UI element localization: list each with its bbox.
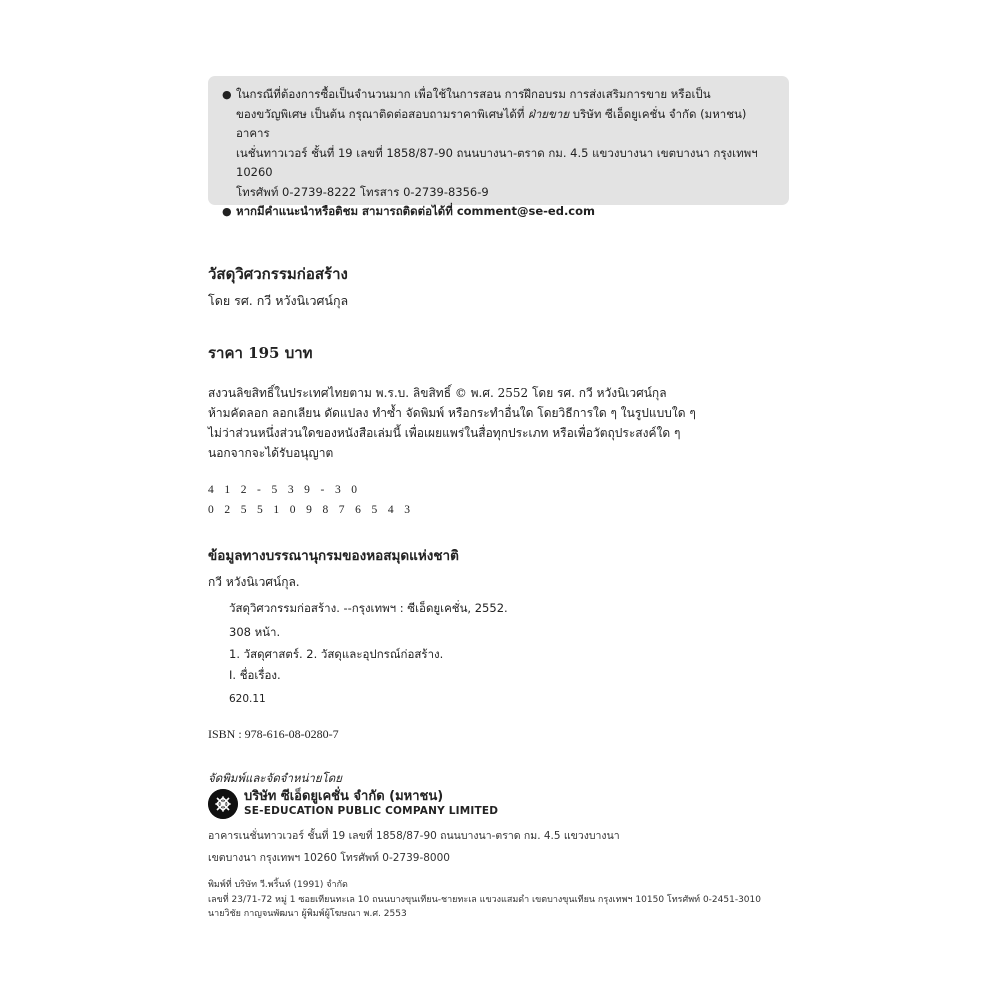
notice-line-4: โทรศัพท์ 0-2739-8222 โทรสาร 0-2739-8356-9 <box>236 184 489 199</box>
copyright-line: ไม่ว่าส่วนหนึ่งส่วนใดของหนังสือเล่มนี้ เพื่อเผยแพร่ในสื่อทุกประเภท หรือเพื่อวัตถุประสงค์ใด ๆ <box>208 426 681 440</box>
published-by-label: จัดพิมพ์และจัดจำหน่ายโดย <box>208 771 343 785</box>
notice-line-2-tail: บริษัท ซีเอ็ดยูเคชั่น จำกัด (มหาชน) อาคาร <box>236 106 747 140</box>
bullet-icon: ● <box>222 88 232 101</box>
printer-name: พิมพ์ที่ บริษัท วี.พริ้นท์ (1991) จำกัด <box>208 880 348 890</box>
catalog-classification: 620.11 <box>229 693 266 705</box>
se-ed-logo-icon <box>208 789 238 819</box>
book-price: ราคา 195 บาท <box>208 344 313 362</box>
feedback-contact: หากมีคำแนะนำหรือติชม สามารถติดต่อได้ที่ comment@se-ed.com <box>236 204 596 218</box>
product-code: 412-539-30 <box>208 484 368 496</box>
copyright-line: นอกจากจะได้รับอนุญาต <box>208 446 334 460</box>
catalog-heading: ข้อมูลทางบรรณานุกรมของหอสมุดแห่งชาติ <box>208 548 459 564</box>
copyright-line: สงวนลิขสิทธิ์ในประเทศไทยตาม พ.ร.บ. ลิขสิทธิ์ © พ.ศ. 2552 โดย รศ. กวี หวังนิเวศน์กุล <box>208 386 667 400</box>
catalog-title-entry: I. ชื่อเรื่อง. <box>229 668 281 682</box>
publisher-names <box>244 789 498 819</box>
notice-line-3: เนชั่นทาวเวอร์ ชั้นที่ 19 เลขที่ 1858/87-90 ถนนบางนา-ตราด กม. 4.5 แขวงบางนา เขตบางนา กรุงเทพฯ 10260 <box>236 145 758 179</box>
isbn: ISBN : 978-616-08-0280-7 <box>208 727 339 741</box>
publisher-name-en: SE-EDUCATION PUBLIC COMPANY LIMITED <box>244 805 499 817</box>
notice-box <box>208 76 789 218</box>
publisher-address-1: อาคารเนชั่นทาวเวอร์ ชั้นที่ 19 เลขที่ 1858/87-90 ถนนบางนา-ตราด กม. 4.5 แขวงบางนา <box>208 830 620 842</box>
copyright-notice <box>208 383 696 463</box>
notice-line-1: ในกรณีที่ต้องการซื้อเป็นจำนวนมาก เพื่อใช้ในการสอน การฝึกอบรม การส่งเสริมการขาย หรือเป็น <box>236 87 711 101</box>
printer-address: เลขที่ 23/71-72 หมู่ 1 ซอยเทียนทะเล 10 ถนนบางขุนเทียน-ชายทะเล แขวงแสมดำ เขตบางขุนเทียน กรุงเทพฯ 10150 โทรศัพท์ 0-2451-3010 <box>208 894 761 905</box>
catalog-title-line: วัสดุวิศวกรรมก่อสร้าง. --กรุงเทพฯ : ซีเอ็ดยูเคชั่น, 2552. <box>229 601 508 615</box>
notice-bullet-1 <box>222 85 775 202</box>
catalog-subjects: 1. วัสดุศาสตร์. 2. วัสดุและอุปกรณ์ก่อสร้าง. <box>229 647 444 661</box>
bullet-icon: ● <box>222 205 232 218</box>
catalog-pages: 308 หน้า. <box>229 625 281 639</box>
publisher-logo <box>208 789 498 819</box>
printer-info <box>208 878 761 922</box>
copyright-line: ห้ามคัดลอก ลอกเลียน ดัดแปลง ทำซ้ำ จัดพิมพ์ หรือกระทำอื่นใด โดยวิธีการใด ๆ ในรูปแบบใด ๆ <box>208 406 696 420</box>
catalog-author: กวี หวังนิเวศน์กุล. <box>208 575 300 589</box>
notice-bullet-2 <box>222 202 775 222</box>
publisher-name-th: บริษัท ซีเอ็ดยูเคชั่น จำกัด (มหาชน) <box>244 789 444 804</box>
notice-text-1 <box>236 85 775 202</box>
book-title: วัสดุวิศวกรรมก่อสร้าง <box>208 265 348 283</box>
sales-dept: ฝ่ายขาย <box>528 106 570 121</box>
notice-line-2: ของขวัญพิเศษ เป็นต้น กรุณาติดต่อสอบถามราคาพิเศษได้ที่ <box>236 106 525 121</box>
publisher-address-2: เขตบางนา กรุงเทพฯ 10260 โทรศัพท์ 0-2739-8000 <box>208 852 450 864</box>
printer-publisher: นายวิชัย กาญจนพัฒนา ผู้พิมพ์ผู้โฆษณา พ.ศ. 2553 <box>208 909 407 919</box>
barcode-number: 0255109876543 <box>208 504 421 516</box>
book-author: โดย รศ. กวี หวังนิเวศน์กุล <box>208 293 349 308</box>
